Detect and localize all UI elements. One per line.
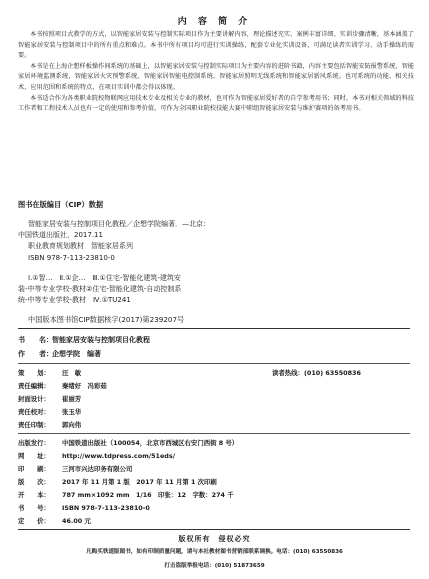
hotline-label: 读者热线： bbox=[272, 369, 304, 377]
cip-subject-line: 统-中等专业学校-教材 Ⅳ.①TU241 bbox=[18, 296, 131, 305]
divider bbox=[18, 328, 410, 329]
cip-block bbox=[18, 219, 414, 326]
book-title-label: 书 名： bbox=[18, 336, 53, 344]
editor-row bbox=[18, 381, 414, 390]
website-value: http://www.tdpress.com/51eds/ bbox=[62, 452, 176, 460]
printer-value: 三河市兴达印务有限公司 bbox=[62, 465, 133, 473]
cip-subject-line: Ⅰ.①智… Ⅱ.①企… Ⅲ.①住宅-智能化建筑-建筑安 bbox=[28, 273, 181, 282]
summary-paragraph: 本书适合作为各类职业院校物联网应用技术专业及相关专业的教材，也可作为智能家居爱好者的自学参考用书；同时，本书对相关领域的科技工作者和工程技术人员也有一定的使用和参考价值，可作为全国职业院校技能大赛中职组智能家居安装与维护赛项的备考用书。 bbox=[18, 94, 414, 113]
author-value: 企想学院 编著 bbox=[52, 350, 101, 358]
publisher-value: 中国铁道出版社（100054，北京市西城区右安门西街 8 号） bbox=[62, 439, 239, 447]
planner-row bbox=[18, 368, 414, 377]
proofreader-value: 张玉华 bbox=[62, 408, 82, 416]
quality-notice: 凡购买铁道版图书，如有印制质量问题，请与本社教材图书营销部联系调换。电话：(010) 63550836 bbox=[86, 549, 343, 555]
format-row bbox=[18, 490, 414, 499]
summary-paragraph: 本书是在上海企想样板操作间系统的基础上，以智能家居安装与控制实际项目为主要内容的进阶书籍，内容主要包括智能安防报警系统、智能家居环境监测系统、智能家居火灾预警系统、智能家居智能电控制系统、智能家居照明无线系统和智能家居新风系统。也可系统的功能、相关技术、应用范围和系统的特点，在项目实训中都会得以体现。 bbox=[18, 62, 414, 91]
format-value: 787 mm×1092 mm 1/16 印张：12 字数：274 千 bbox=[62, 491, 234, 499]
editor-label: 责任编辑： bbox=[18, 382, 50, 390]
format-label: 开 本： bbox=[18, 491, 50, 499]
book-title-value: 智能家居安装与控制项目化教程 bbox=[52, 336, 150, 344]
isbn-value: ISBN 978-7-113-23810-0 bbox=[62, 504, 150, 512]
website-label: 网 址： bbox=[18, 452, 50, 460]
price-label: 定 价： bbox=[18, 517, 50, 525]
summary-paragraph: 本书按照项目式教学的方式，以智能家居安装与控制实际项目作为主要讲解内容，理论描述充实、案例丰富详细、实训步骤清晰，基本涵盖了智能家居安装与控制项目中的所有重点和难点。本书中所有项目均可进行实训操练，配套专业化实训设备，可满足读者实训学习、动手操练的需要。 bbox=[18, 31, 414, 60]
cip-line: ISBN 978-7-113-23810-0 bbox=[28, 253, 115, 262]
cover-design-row bbox=[18, 394, 414, 403]
printer-row bbox=[18, 464, 414, 473]
cip-line: 中国铁道出版社，2017.11 bbox=[18, 231, 103, 240]
publisher-label: 出版发行： bbox=[18, 439, 50, 447]
reader-hotline bbox=[272, 368, 361, 377]
publisher-row bbox=[18, 438, 414, 447]
cip-subject-line: 装-中等专业学校-教材②住宅-智能化建筑-自动控制系 bbox=[18, 285, 182, 294]
isbn-label: 书 号： bbox=[18, 504, 50, 512]
print-supervisor-row bbox=[18, 420, 414, 429]
anti-piracy-hotline: 打击盗版举报电话：(010) 51873659 bbox=[164, 563, 265, 569]
isbn-row bbox=[18, 503, 414, 512]
planner-value: 汪 敏 bbox=[62, 369, 82, 377]
content-summary bbox=[18, 30, 414, 115]
printer-label: 印 刷： bbox=[18, 465, 50, 473]
edition-row bbox=[18, 477, 414, 486]
editor-value: 秦绪好 冯彩茹 bbox=[62, 382, 107, 390]
rights-statement: 版权所有 侵权必究 bbox=[178, 535, 251, 543]
cip-line: 智能家居安装与控制项目化教程／企想学院编著．—北京： bbox=[28, 220, 210, 228]
edition-label: 版 次： bbox=[18, 478, 50, 486]
proofreader-row bbox=[18, 407, 414, 416]
divider bbox=[18, 363, 410, 364]
edition-value: 2017 年 11 月第 1 版 2017 年 11 月第 1 次印刷 bbox=[62, 478, 217, 486]
author-row bbox=[18, 349, 414, 359]
proofreader-label: 责任校对： bbox=[18, 408, 50, 416]
cover-design-value: 崔丽芳 bbox=[62, 395, 82, 403]
hotline-value: (010) 63550836 bbox=[303, 369, 361, 377]
book-title-row bbox=[18, 335, 414, 345]
cip-record-number: 中国版本图书馆CIP数据核字(2017)第239207号 bbox=[28, 315, 185, 325]
print-supervisor-value: 郭向伟 bbox=[62, 421, 82, 429]
print-supervisor-label: 责任印制： bbox=[18, 421, 50, 429]
divider bbox=[18, 529, 410, 530]
cip-line: 职业教育规划教材 智能家居系列 bbox=[28, 242, 133, 251]
planner-label: 策 划： bbox=[18, 369, 50, 377]
cip-heading: 图书在版编目（CIP）数据 bbox=[18, 200, 104, 209]
page-title: 内 容 简 介 bbox=[177, 17, 252, 27]
cover-design-label: 封面设计： bbox=[18, 395, 50, 403]
website-row bbox=[18, 451, 414, 460]
author-label: 作 者： bbox=[18, 350, 53, 358]
divider bbox=[18, 433, 410, 434]
price-row bbox=[18, 516, 414, 525]
price-value: 46.00 元 bbox=[62, 517, 91, 525]
